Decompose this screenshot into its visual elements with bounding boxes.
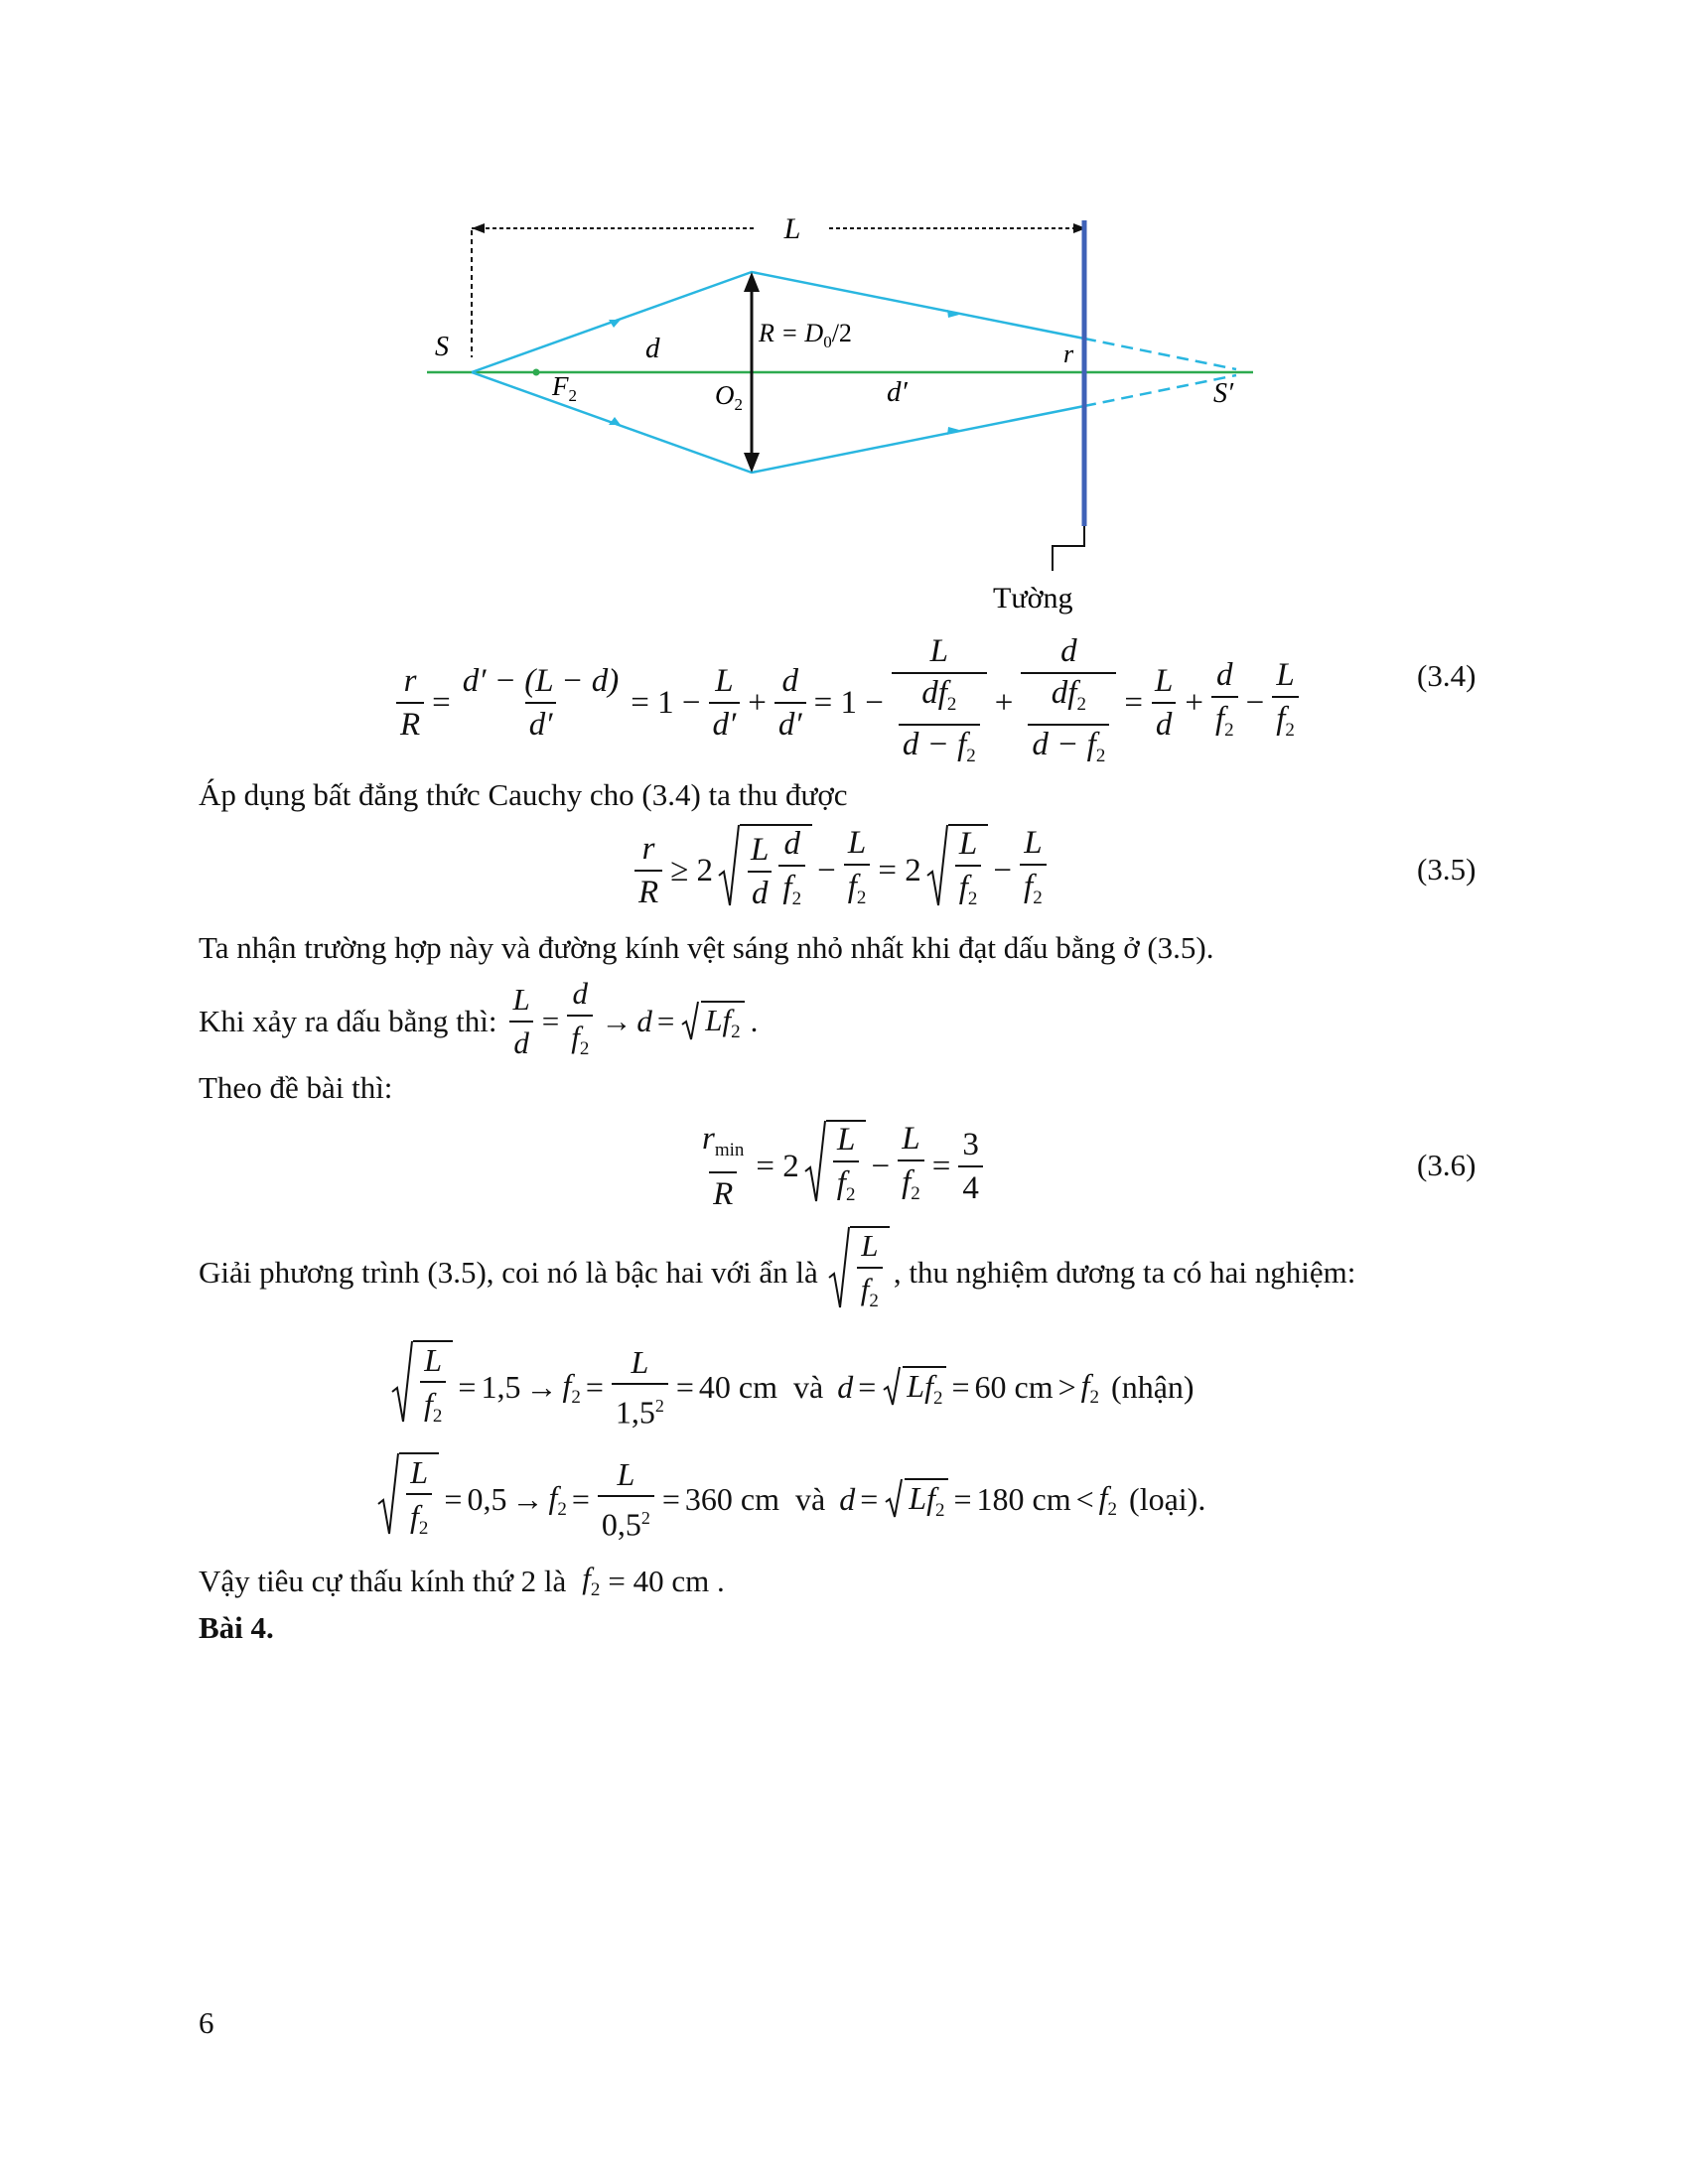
equation-number: (3.5) xyxy=(1417,852,1477,887)
equality-text: Khi xảy ra dấu bằng thì: xyxy=(199,1004,497,1038)
label-d: d xyxy=(645,333,660,364)
equality-condition: Khi xảy ra dấu bằng thì: $\frac{L}{d}$ = $\frac{d}{f_2}$ → d = $Lf_2$ . xyxy=(199,976,758,1067)
equation-3-4: $\frac{r}{R}$ = $\frac{d' - (L - d)}{d'}$ = 1 − $\frac{L}{d'}$ + $\frac{d}{d'}$ = 1 − $\frac{L}{\frac{df_2}{d - f_2}}$ + $\frac{d}{\frac{df_2}{d - f_2}}$ = $\frac{L}{d}$ + $\frac{d}{f_2}$ − $\frac{L}{f_2}$ xyxy=(393,633,1302,772)
equation-3-6: $\frac{r_{min}}{R}$ = 2 $\frac{L}{f_2}$ − $\frac{L}{f_2}$ = $\frac{3}{4}$ xyxy=(695,1120,986,1213)
label-R: $R = D_0/2$ xyxy=(759,319,852,351)
wall-label: Tường xyxy=(993,582,1073,614)
sol2-compare: < xyxy=(1075,1481,1094,1517)
sol2-f: 360 cm xyxy=(684,1481,780,1517)
sol2-den: 0,5 xyxy=(601,1506,641,1543)
paragraph-conclusion: Vậy tiêu cự thấu kính thứ 2 là $f_2$ = 40 cm . xyxy=(199,1561,725,1600)
optics-diagram xyxy=(0,0,1688,635)
conclusion-text: Vậy tiêu cự thấu kính thứ 2 là xyxy=(199,1563,567,1598)
dimension-arrow-left xyxy=(472,223,485,233)
equation-3-5: $\frac{r}{R}$ ≥ 2 $\frac{L}{d}$ $\frac{d}{f_2}$ − $\frac{L}{f_2}$ = 2 $\frac{L}{f_2}$ − $\frac{L}{f_2}$ xyxy=(632,824,1050,917)
label-O2: $O_2$ xyxy=(715,380,743,414)
solve-text-tail: , thu nghiệm dương ta có hai nghiệm: xyxy=(893,1255,1356,1290)
sol2-verdict: (loại). xyxy=(1129,1481,1206,1517)
heading-bai-4: Bài 4. xyxy=(199,1610,274,1645)
equation-number: (3.4) xyxy=(1417,658,1477,693)
sol1-verdict: (nhận) xyxy=(1111,1369,1195,1405)
wall-label-leader xyxy=(1053,526,1084,571)
sol1-compare: > xyxy=(1057,1369,1076,1405)
page-number: 6 xyxy=(199,2005,214,2040)
sol1-den: 1,5 xyxy=(615,1394,655,1431)
sol1-va: và xyxy=(793,1369,824,1405)
label-dprime: d′ xyxy=(887,376,908,408)
ray-upper-virtual xyxy=(1084,339,1236,369)
sol1-f: 40 cm xyxy=(698,1369,778,1405)
solution-1: $\frac{L}{f_2}$ = 1,5 → $f_2$ = $\frac{L}{1,5^2}$ = 40 cm và d = $Lf_2$ = 60 cm > $f_2$ (nhận) xyxy=(391,1340,1195,1434)
sol2-d: 180 cm xyxy=(976,1481,1071,1517)
sol2-va: và xyxy=(795,1481,826,1517)
label-r: r xyxy=(1063,340,1074,368)
equation-number: (3.6) xyxy=(1417,1148,1477,1182)
paragraph-cauchy: Áp dụng bất đẳng thức Cauchy cho (3.4) ta thu được xyxy=(199,777,848,812)
paragraph-solve: Giải phương trình (3.5), coi nó là bậc hai với ẩn là $\frac{L}{f_2}$ , thu nghiệm dương ta có hai nghiệm: xyxy=(199,1226,1355,1319)
paragraph-accept: Ta nhận trường hợp này và đường kính vệt sáng nhỏ nhất khi đạt dấu bằng ở (3.5). xyxy=(199,930,1214,965)
sol2-value: 0,5 xyxy=(467,1481,507,1517)
label-Sprime: S′ xyxy=(1213,378,1234,409)
sol1-d: 60 cm xyxy=(974,1369,1054,1405)
label-L: L xyxy=(783,212,801,245)
conclusion-value: = 40 cm . xyxy=(608,1563,725,1598)
label-S: S xyxy=(435,332,449,362)
solution-2: $\frac{L}{f_2}$ = 0,5 → $f_2$ = $\frac{L}{0,5^2}$ = 360 cm và d = $Lf_2$ = 180 cm < $f_2$ (loại). xyxy=(377,1452,1205,1547)
sol1-value: 1,5 xyxy=(481,1369,521,1405)
label-F2: $F_2$ xyxy=(552,371,577,405)
paragraph-theo: Theo đề bài thì: xyxy=(199,1070,393,1105)
solve-text: Giải phương trình (3.5), coi nó là bậc hai với ẩn là xyxy=(199,1255,818,1290)
focal-point-dot xyxy=(533,369,540,376)
